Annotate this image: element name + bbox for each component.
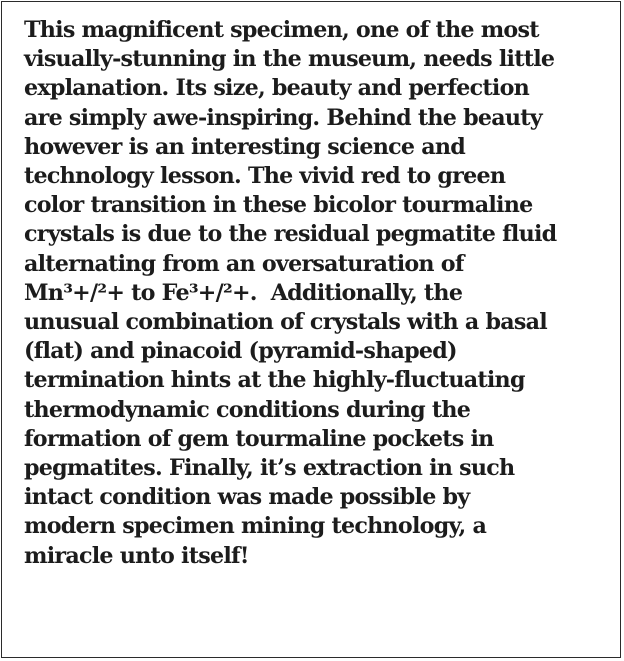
- paragraph-line: This magnificent specimen, one of the most: [24, 17, 539, 43]
- paragraph-line: technology lesson. The vivid red to green: [24, 163, 506, 190]
- paragraph-line: (flat) and pinacoid (pyramid-shaped): [24, 338, 457, 365]
- paragraph-line: thermodynamic conditions during the: [24, 396, 471, 423]
- paragraph-line: crystals is due to the residual pegmatite fluid: [24, 221, 557, 248]
- paragraph-line: visually-stunning in the museum, needs little: [24, 46, 555, 73]
- paragraph-line: alternating from an oversaturation of: [24, 250, 464, 277]
- paragraph-line: formation of gem tourmaline pockets in: [24, 425, 494, 452]
- paragraph-line: intact condition was made possible by: [24, 484, 470, 511]
- description-card: [1, 1, 621, 658]
- paragraph-line: pegmatites. Finally, it’s extraction in such: [24, 455, 515, 482]
- paragraph-line: modern specimen mining technology, a: [24, 513, 487, 540]
- description-paragraph: [24, 16, 556, 571]
- paragraph-line: explanation. Its size, beauty and perfection: [24, 75, 530, 102]
- paragraph-line: miracle unto itself!: [24, 542, 249, 569]
- paragraph-line: color transition in these bicolor tourmaline: [24, 192, 533, 219]
- paragraph-line: however is an interesting science and: [24, 133, 466, 160]
- paragraph-line: termination hints at the highly-fluctuating: [24, 367, 525, 394]
- paragraph-line: are simply awe-inspiring. Behind the beauty: [24, 104, 542, 131]
- paragraph-line: Mn³+/²+ to Fe³+/²+. Additionally, the: [24, 279, 463, 306]
- paragraph-line: unusual combination of crystals with a basal: [24, 309, 547, 336]
